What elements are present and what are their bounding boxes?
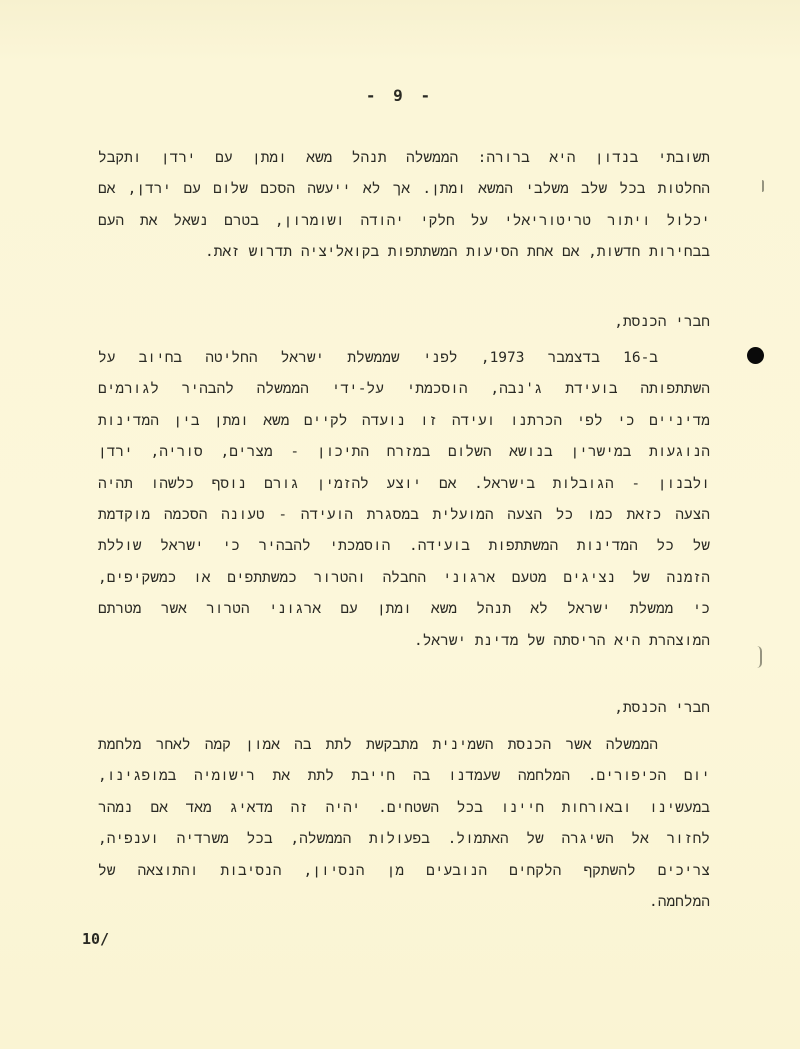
margin-mark: [752, 646, 762, 668]
text-line: בבחירות חדשות, אם אחת הסיעות המשתתפות בקואליציה תדרוש זאת.: [205, 244, 710, 261]
text-line: המלחמה.: [649, 894, 710, 911]
text-line: ולבנון - הגובלות בישראל. אם יוצע להזמין גורם נוסף כלשהו תהיה: [98, 475, 710, 492]
text-line: הממשלה אשר הכנסת השמינית מתבקשת לתת בה אמון קמה לאחר מלחמת: [98, 737, 658, 753]
paragraph-government: [98, 730, 710, 918]
paragraph-geneva: [98, 343, 710, 657]
continuation-page-marker: 10/: [82, 930, 110, 948]
text-line: המוצהרת היא הריסתה של מדינת ישראל.: [413, 632, 710, 649]
margin-mark: [758, 180, 764, 192]
text-line: מדיניים כי לפי הכרתנו ועידה זו נועדה לקיים משא ומתן בין המדינות: [98, 412, 710, 429]
text-line: צריכים להשתקף הלקחים הנובעים מן הנסיון, הנסיבות והתוצאה של: [98, 862, 710, 879]
page-number: - 9 -: [365, 86, 435, 105]
text-line: ב-16 בדצמבר 1973, לפני שממשלת ישראל החליטה בחיוב על: [98, 350, 658, 366]
text-line: הזמנה של נציגים מטעם ארגוני החבלה והטרור כמשתתפים או כמשקיפים,: [98, 569, 710, 586]
hole-punch: [747, 347, 764, 364]
text-line: החלטות בכל שלב משלבי המשא ומתן. אך לא ייעשה הסכם שלום עם ירדן, אם: [98, 181, 710, 198]
text-line: לחזור אל השיגרה של האתמול. בפעולות הממשלה, בכל משרדיה וענפיה,: [98, 831, 710, 848]
text-line: השתתפותה בועידת ג'נבה, הוסכמתי על-ידי הממשלה להבהיר לגורמים: [98, 381, 710, 398]
salutation-heading: חברי הכנסת,: [614, 700, 710, 716]
text-line: כי ממשלת ישראל לא תנהל משא ומתן עם ארגוני הטרור אשר מטרתם: [98, 601, 710, 618]
text-line: הצעה כזאת כמו כל הצעה המועלית במסגרת הועידה - טעונה הסכמה מוקדמת: [98, 507, 710, 524]
salutation-heading: חברי הכנסת,: [614, 314, 710, 330]
text-line: של כל המדינות המשתתפות בועידה. הוסמכתי להבהיר כי ישראל שוללת: [98, 538, 710, 555]
text-line: במעשינו ובאורחות חיינו בכל השטחים. יהיה זה מדאיג מאד אם נמהר: [98, 799, 710, 816]
paragraph-answer: [98, 143, 710, 269]
text-line: תשובתי בנדון היא ברורה: הממשלה תנהל משא ומתן עם ירדן ותקבל: [98, 150, 710, 166]
text-line: יכלול ויתור טריטוריאלי על חלקי יהודה ושומרון, בטרם נשאל את העם: [98, 212, 710, 229]
text-line: הנוגעות במישרין בנושא השלום במזרח התיכון - מצרים, סוריה, ירדן: [98, 444, 710, 461]
text-line: יום הכיפורים. המלחמה שעמדנו בה חייבת לתת את רישומיה במופגינו,: [98, 768, 710, 785]
